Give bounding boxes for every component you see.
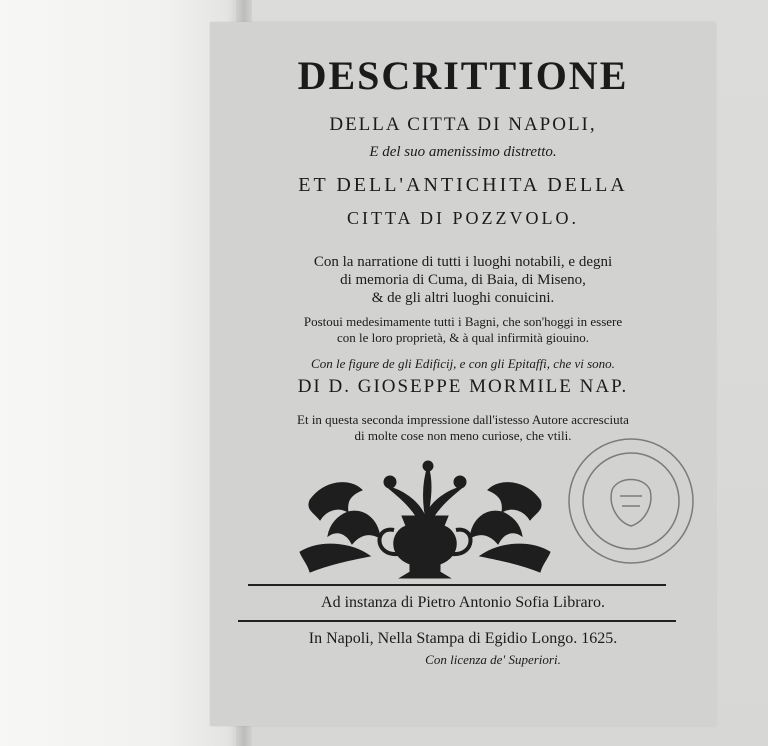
- rule-top: [248, 584, 666, 586]
- baths-line-2: con le loro proprietà, & à qual infirmità giouino.: [337, 330, 589, 345]
- figures-line: Con le figure de gli Edificij, e con gli Epitaffi, che vi sono.: [311, 356, 615, 371]
- title-pozzuoli: CITTA DI POZZVOLO.: [346, 208, 580, 228]
- license-line: Con licenza de' Superiori.: [425, 652, 561, 667]
- title-city: DELLA CITTA DI NAPOLI,: [329, 114, 597, 135]
- edition-line-2: di molte cose non meno curiose, che vtili.: [354, 428, 572, 443]
- library-stamp-icon: [562, 430, 700, 572]
- title-main: DESCRITTIONE: [297, 53, 629, 98]
- author-line: DI D. GIOSEPPE MORMILE NAP.: [297, 376, 629, 397]
- baths-line-1: Postoui medesimamente tutti i Bagni, che son'hoggi in essere: [303, 314, 623, 329]
- imprint-line: In Napoli, Nella Stampa di Egidio Longo. 1625.: [308, 630, 618, 647]
- edition-line-1: Et in questa seconda impressione dall'istesso Autore accresciuta: [297, 412, 629, 427]
- rule-middle: [238, 620, 676, 622]
- title-district: E del suo amenissimo distretto.: [369, 144, 557, 160]
- title-antiquity: ET DELL'ANTICHITA DELLA: [298, 174, 628, 196]
- left-blank-page: [0, 0, 240, 746]
- bookseller-line: Ad instanza di Pietro Antonio Sofia Libraro.: [321, 594, 605, 611]
- description-line-3: & de gli altri luoghi conuicini.: [371, 290, 555, 306]
- printer-device-icon: [290, 460, 560, 584]
- description-line-1: Con la narratione di tutti i luoghi notabili, e degni: [313, 254, 613, 270]
- description-line-2: di memoria di Cuma, di Baia, di Miseno,: [340, 272, 586, 288]
